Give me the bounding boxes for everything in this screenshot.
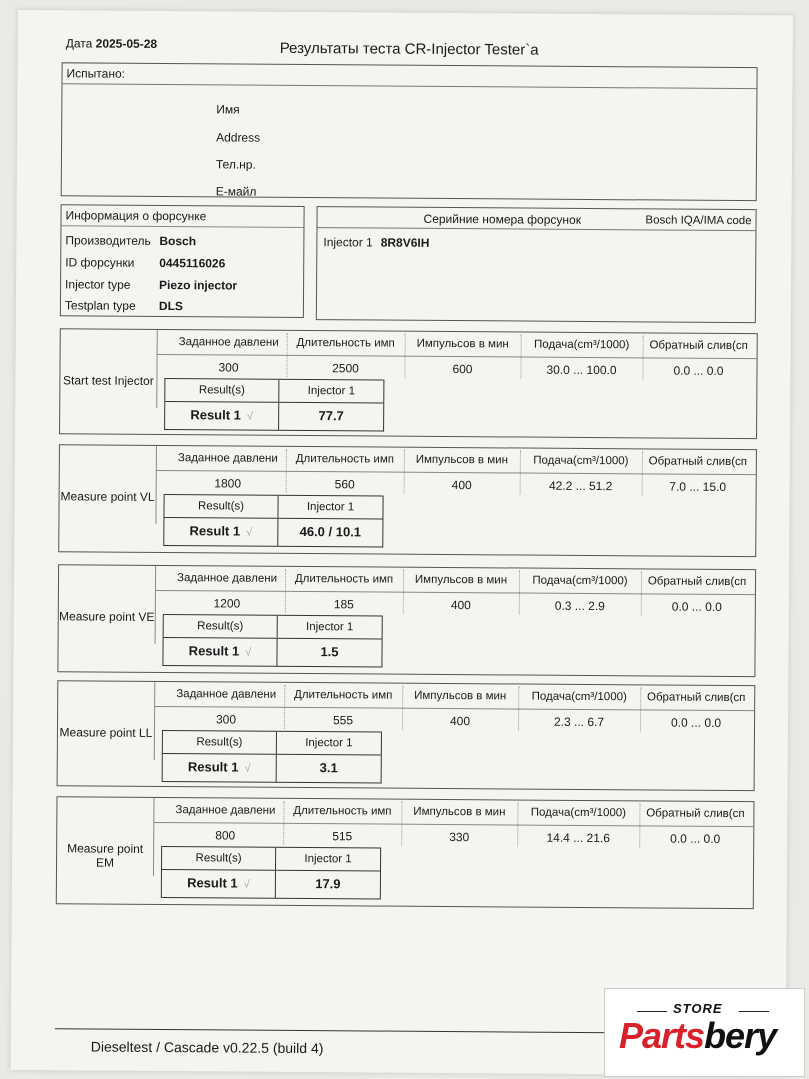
column-header: Обратный слив(сп bbox=[648, 455, 748, 469]
header-underline bbox=[153, 822, 753, 827]
result-row bbox=[163, 638, 381, 667]
column-header: Подача(cm³/1000) bbox=[532, 574, 628, 588]
result-header-row bbox=[164, 615, 382, 640]
section-4 bbox=[57, 680, 756, 791]
header-underline bbox=[156, 470, 756, 475]
tested-label: Испытано: bbox=[62, 63, 756, 89]
header-underline bbox=[154, 706, 754, 711]
result-header-row bbox=[162, 847, 380, 872]
check-icon: √ bbox=[245, 646, 252, 659]
column-header: Длительность имп bbox=[294, 572, 394, 586]
email-field: Е-майл bbox=[215, 184, 257, 199]
column-value: 400 bbox=[450, 598, 471, 613]
result-header-right: Injector 1 bbox=[307, 385, 356, 398]
column-header: Подача(cm³/1000) bbox=[531, 690, 627, 704]
report-title: Результаты теста CR-Injector Tester`a bbox=[279, 39, 539, 59]
check-icon: √ bbox=[246, 410, 254, 423]
section-label: Measure point VL bbox=[60, 489, 155, 504]
section-label: Start test Injector bbox=[63, 373, 154, 388]
serial-injector-1: Injector 1 8R8V6IH bbox=[323, 235, 430, 250]
section-1 bbox=[59, 328, 758, 439]
result-header-row bbox=[164, 495, 382, 520]
column-value: 300 bbox=[218, 360, 239, 375]
partsbery-logo bbox=[604, 988, 805, 1077]
column-value: 400 bbox=[451, 478, 472, 493]
result-value: 1.5 bbox=[320, 644, 339, 660]
result-label: Result 1 bbox=[189, 523, 241, 539]
section-divider bbox=[155, 566, 157, 644]
column-value: 0.3 ... 2.9 bbox=[554, 598, 605, 614]
column-value: 560 bbox=[334, 477, 355, 492]
column-header: Заданное давлени bbox=[178, 336, 279, 349]
info-row-id: ID форсунки 0445116026 bbox=[65, 255, 226, 271]
phone-field: Тел.нр. bbox=[215, 157, 256, 172]
check-icon: √ bbox=[246, 526, 253, 539]
check-icon: √ bbox=[243, 878, 250, 891]
result-label: Result 1 bbox=[187, 759, 239, 775]
column-value: 2500 bbox=[332, 361, 359, 376]
column-value: 600 bbox=[452, 362, 473, 377]
column-header: Импульсов в мин bbox=[414, 689, 507, 703]
section-label: Measure point EM bbox=[67, 841, 144, 870]
column-value: 400 bbox=[449, 714, 471, 729]
result-header-left: Result(s) bbox=[197, 500, 245, 513]
result-value: 77.7 bbox=[318, 408, 344, 424]
result-value: 17.9 bbox=[315, 876, 341, 892]
result-header-row bbox=[163, 731, 381, 756]
address-field: Address bbox=[216, 130, 261, 145]
result-value: 3.1 bbox=[319, 760, 338, 776]
result-header-left: Result(s) bbox=[198, 384, 245, 397]
column-value: 0.0 ... 0.0 bbox=[671, 599, 722, 614]
column-value: 555 bbox=[332, 713, 354, 728]
bosch-code-heading: Bosch IQA/IMA code bbox=[645, 214, 752, 228]
result-table bbox=[161, 846, 381, 900]
column-header: Импульсов в мин bbox=[414, 573, 508, 587]
column-value: 7.0 ... 15.0 bbox=[669, 479, 727, 494]
column-header: Заданное давлени bbox=[175, 804, 276, 817]
column-value: 300 bbox=[215, 712, 237, 727]
column-value: 14.4 ... 21.6 bbox=[546, 830, 610, 846]
result-header-row bbox=[165, 379, 383, 404]
column-header: Подача(cm³/1000) bbox=[530, 806, 627, 820]
column-value: 2.3 ... 6.7 bbox=[553, 714, 605, 730]
column-header: Обратный слив(сп bbox=[646, 807, 745, 821]
column-value: 515 bbox=[332, 829, 353, 844]
header-underline bbox=[157, 354, 757, 359]
result-value: 46.0 / 10.1 bbox=[299, 523, 362, 540]
report-date: Дата 2025-05-28 bbox=[65, 36, 158, 51]
result-row bbox=[163, 754, 381, 783]
result-label: Result 1 bbox=[190, 407, 241, 423]
header-underline bbox=[155, 590, 755, 595]
column-value: 185 bbox=[333, 597, 354, 612]
result-header-right: Injector 1 bbox=[305, 737, 353, 750]
result-row bbox=[165, 402, 383, 431]
result-table bbox=[164, 378, 384, 432]
column-value: 0.0 ... 0.0 bbox=[670, 715, 722, 730]
check-icon: √ bbox=[244, 762, 251, 775]
result-table bbox=[162, 730, 382, 784]
column-header: Длительность имп bbox=[296, 336, 395, 350]
section-divider bbox=[155, 446, 157, 524]
column-value: 1200 bbox=[213, 596, 241, 611]
footer-divider bbox=[55, 1028, 615, 1033]
result-table bbox=[162, 614, 382, 668]
column-header: Импульсов в мин bbox=[415, 453, 508, 467]
logo-line-left bbox=[637, 1011, 667, 1012]
column-header: Заданное давлени bbox=[177, 572, 278, 585]
column-header: Обратный слив(сп bbox=[649, 339, 748, 353]
section-divider bbox=[154, 682, 156, 760]
column-header: Длительность имп bbox=[293, 804, 392, 818]
result-label: Result 1 bbox=[188, 643, 240, 659]
section-divider bbox=[153, 798, 155, 876]
logo-store-text: STORE bbox=[673, 1001, 723, 1016]
result-header-left: Result(s) bbox=[197, 620, 244, 633]
column-header: Обратный слив(сп bbox=[647, 575, 747, 589]
serials-box bbox=[316, 206, 757, 323]
column-header: Подача(cm³/1000) bbox=[533, 454, 629, 468]
section-3 bbox=[57, 564, 756, 677]
result-header-right: Injector 1 bbox=[306, 621, 354, 634]
column-value: 0.0 ... 0.0 bbox=[670, 831, 721, 846]
column-header: Длительность имп bbox=[294, 688, 393, 702]
logo-brand-text: Partsbery bbox=[619, 1015, 777, 1056]
column-header: Импульсов в мин bbox=[413, 805, 506, 819]
name-field: Имя bbox=[216, 102, 240, 117]
section-label: Measure point LL bbox=[59, 725, 153, 740]
injector-info-heading: Информация о форсунке bbox=[61, 205, 303, 228]
section-divider bbox=[156, 330, 158, 408]
column-value: 0.0 ... 0.0 bbox=[673, 363, 724, 378]
result-row bbox=[164, 518, 382, 547]
footer-text: Dieseltest / Cascade v0.22.5 (build 4) bbox=[90, 1038, 324, 1057]
column-header: Заданное давлени bbox=[176, 688, 277, 701]
info-row-type: Injector type Piezo injector bbox=[65, 277, 238, 293]
info-row-testplan: Testplan type DLS bbox=[64, 298, 183, 314]
column-value: 30.0 ... 100.0 bbox=[546, 362, 617, 378]
column-value: 1800 bbox=[214, 476, 242, 491]
result-header-left: Result(s) bbox=[195, 852, 242, 865]
report-sheet bbox=[11, 10, 793, 1075]
injector-info-box bbox=[60, 204, 305, 318]
result-header-left: Result(s) bbox=[196, 736, 243, 749]
serials-heading: Серийние номера форсунок bbox=[423, 211, 582, 227]
result-row bbox=[162, 870, 380, 899]
result-label: Result 1 bbox=[187, 875, 238, 891]
column-header: Импульсов в мин bbox=[416, 337, 509, 351]
result-table bbox=[163, 494, 383, 548]
column-header: Обратный слив(сп bbox=[646, 691, 746, 705]
result-header-right: Injector 1 bbox=[306, 501, 355, 514]
column-value: 800 bbox=[215, 828, 236, 843]
section-5 bbox=[56, 796, 755, 909]
logo-line-right bbox=[739, 1011, 769, 1012]
info-row-manufacturer: Производитель Bosch bbox=[65, 233, 197, 249]
tested-box bbox=[61, 62, 758, 201]
column-value: 330 bbox=[449, 830, 470, 845]
column-header: Заданное давлени bbox=[177, 452, 278, 465]
result-header-right: Injector 1 bbox=[304, 853, 352, 866]
column-header: Длительность имп bbox=[295, 452, 395, 466]
column-header: Подача(cm³/1000) bbox=[534, 338, 630, 352]
section-2 bbox=[58, 444, 757, 557]
section-label: Measure point VE bbox=[59, 609, 155, 624]
date-value: 2025-05-28 bbox=[95, 36, 158, 51]
column-value: 42.2 ... 51.2 bbox=[548, 478, 613, 494]
